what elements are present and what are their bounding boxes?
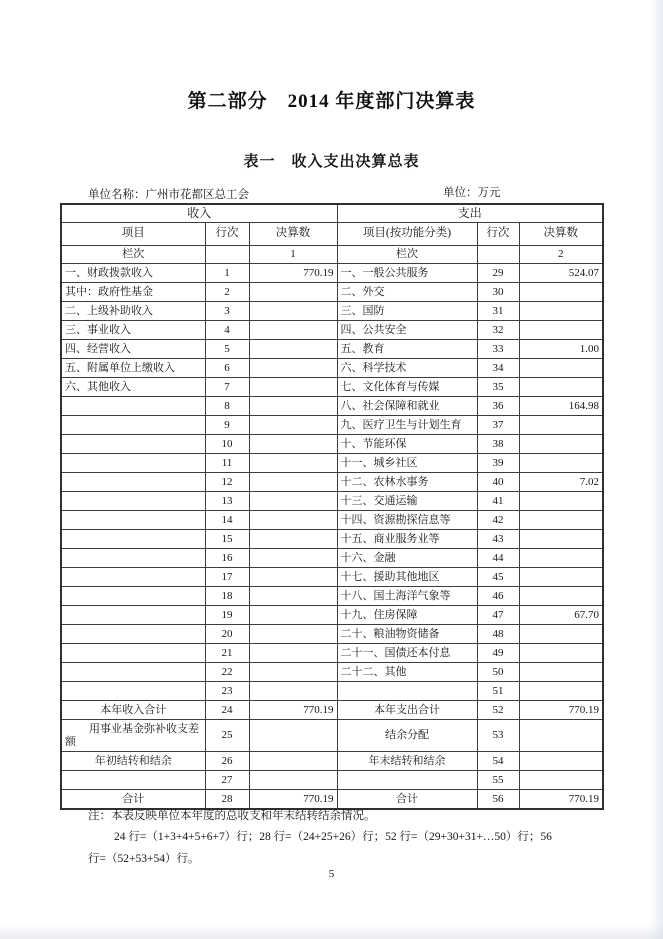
footnote-block: [88, 806, 568, 870]
table-row: [61, 321, 603, 340]
income-rownum-cell: 20: [205, 625, 249, 644]
income-item-cell: [61, 682, 205, 701]
expense-item-cell: 六、科学技术: [337, 359, 477, 378]
expense-item-cell: [337, 682, 477, 701]
income-item-cell: [61, 511, 205, 530]
income-item-cell: [61, 397, 205, 416]
table-row: [61, 663, 603, 682]
income-rownum-cell: 1: [205, 264, 249, 283]
page-number: 5: [328, 868, 335, 880]
table-row: [61, 473, 603, 492]
table-row: [61, 378, 603, 397]
income-lanci-blank: [205, 246, 249, 264]
income-amount-cell: [249, 416, 337, 435]
expense-amount-cell: [519, 587, 603, 606]
expense-rownum-cell: 52: [477, 701, 519, 720]
income-rownum-cell: 13: [205, 492, 249, 511]
table-row: [61, 530, 603, 549]
income-item-cell: [61, 568, 205, 587]
income-rownum-cell: 4: [205, 321, 249, 340]
table-row: [61, 771, 603, 790]
income-amount-cell: [249, 682, 337, 701]
expense-amount-cell: 524.07: [519, 264, 603, 283]
table-row: [61, 606, 603, 625]
expense-amount-cell: [519, 682, 603, 701]
income-amount-cell: [249, 752, 337, 771]
expense-amount-cell: 1.00: [519, 340, 603, 359]
income-amount-cell: [249, 492, 337, 511]
income-rownum-cell: 9: [205, 416, 249, 435]
table-section-header-row: [61, 204, 603, 223]
income-expense-summary-table: [60, 203, 604, 810]
income-amount-cell: [249, 397, 337, 416]
table-row: [61, 454, 603, 473]
expense-rownum-cell: 54: [477, 752, 519, 771]
income-amount-cell: [249, 283, 337, 302]
income-item-cell: [61, 416, 205, 435]
expense-rownum-cell: 37: [477, 416, 519, 435]
expense-rownum-cell: 29: [477, 264, 519, 283]
expense-amount-cell: [519, 435, 603, 454]
table-row: [61, 359, 603, 378]
income-amount-cell: [249, 321, 337, 340]
income-amount-cell: [249, 549, 337, 568]
expense-item-cell: 五、教育: [337, 340, 477, 359]
income-amount-cell: [249, 511, 337, 530]
income-rownum-cell: 17: [205, 568, 249, 587]
expense-amount-cell: 164.98: [519, 397, 603, 416]
expense-amount-cell: [519, 644, 603, 663]
income-item-cell: 六、其他收入: [61, 378, 205, 397]
scan-edge-shading: [650, 0, 663, 939]
income-item-cell: 合计: [61, 790, 205, 810]
table-row: [61, 416, 603, 435]
income-item-cell: 三、事业收入: [61, 321, 205, 340]
income-item-cell: 本年收入合计: [61, 701, 205, 720]
expense-item-cell: 九、医疗卫生与计划生育: [337, 416, 477, 435]
currency-unit-label: 单位：万元: [443, 187, 501, 199]
expense-rownum-cell: 36: [477, 397, 519, 416]
expense-rownum-cell: 50: [477, 663, 519, 682]
income-item-cell: 四、经营收入: [61, 340, 205, 359]
expense-amount-cell: [519, 283, 603, 302]
income-amount-cell: [249, 644, 337, 663]
income-amount-cell: [249, 625, 337, 644]
expense-rownum-cell: 55: [477, 771, 519, 790]
income-rownum-cell: 23: [205, 682, 249, 701]
income-item-cell: [61, 530, 205, 549]
expense-amount-cell: [519, 511, 603, 530]
expense-item-cell: 十八、国土海洋气象等: [337, 587, 477, 606]
expense-item-cell: 结余分配: [337, 720, 477, 752]
expense-item-cell: 合计: [337, 790, 477, 810]
expense-item-cell: 十五、商业服务业等: [337, 530, 477, 549]
table-row: [61, 549, 603, 568]
income-item-cell: [61, 549, 205, 568]
expense-amount-cell: [519, 302, 603, 321]
income-amount-cell: [249, 473, 337, 492]
expense-item-cell: 二十、粮油物资储备: [337, 625, 477, 644]
income-amount-cell: [249, 606, 337, 625]
income-amount-cell: 770.19: [249, 701, 337, 720]
income-rownum-cell: 19: [205, 606, 249, 625]
table-row: [61, 701, 603, 720]
expense-item-column-header: 项目(按功能分类): [337, 223, 477, 246]
income-amount-cell: [249, 720, 337, 752]
expense-lanci-label: 栏次: [337, 246, 477, 264]
expense-amount-cell: [519, 625, 603, 644]
table-title: 表一 收入支出决算总表: [243, 154, 420, 170]
table-column-header-row: [61, 223, 603, 246]
table-row: [61, 568, 603, 587]
income-item-cell: [61, 644, 205, 663]
expense-column-index: 2: [519, 246, 603, 264]
table-row: [61, 587, 603, 606]
income-amount-cell: 770.19: [249, 264, 337, 283]
income-amount-cell: [249, 530, 337, 549]
expense-amount-cell: [519, 492, 603, 511]
table-row: [61, 302, 603, 321]
income-rownum-cell: 28: [205, 790, 249, 810]
income-amount-cell: [249, 771, 337, 790]
expense-amount-cell: [519, 416, 603, 435]
expense-amount-cell: [519, 752, 603, 771]
income-rownum-cell: 26: [205, 752, 249, 771]
income-item-cell: [61, 625, 205, 644]
footnote-line: 24 行=（1+3+4+5+6+7）行；28 行=（24+25+26）行；52 行=（29+30+31+…50）行；56: [114, 831, 552, 844]
expense-amount-cell: [519, 378, 603, 397]
expense-rownum-column-header: 行次: [477, 223, 519, 246]
expense-amount-cell: 67.70: [519, 606, 603, 625]
table-row: [61, 625, 603, 644]
income-rownum-cell: 18: [205, 587, 249, 606]
expense-rownum-cell: 51: [477, 682, 519, 701]
income-amount-cell: [249, 378, 337, 397]
table-row: [61, 682, 603, 701]
income-rownum-cell: 8: [205, 397, 249, 416]
income-rownum-cell: 10: [205, 435, 249, 454]
expense-rownum-cell: 40: [477, 473, 519, 492]
income-amount-cell: [249, 587, 337, 606]
expense-item-cell: 二十一、国债还本付息: [337, 644, 477, 663]
expense-rownum-cell: 31: [477, 302, 519, 321]
expense-amount-cell: [519, 530, 603, 549]
scan-edge-shading: [0, 923, 663, 939]
income-item-cell: 用事业基金弥补收支差额: [61, 720, 205, 752]
expense-amount-cell: [519, 454, 603, 473]
expense-item-cell: 十三、交通运输: [337, 492, 477, 511]
expense-amount-cell: [519, 771, 603, 790]
expense-item-cell: 四、公共安全: [337, 321, 477, 340]
expense-rownum-cell: 44: [477, 549, 519, 568]
income-amount-cell: [249, 454, 337, 473]
expense-rownum-cell: 45: [477, 568, 519, 587]
income-item-cell: [61, 435, 205, 454]
table-row: [61, 511, 603, 530]
expense-item-cell: 二、外交: [337, 283, 477, 302]
income-item-cell: [61, 663, 205, 682]
income-item-cell: [61, 606, 205, 625]
income-rownum-cell: 7: [205, 378, 249, 397]
income-rownum-cell: 27: [205, 771, 249, 790]
expense-lanci-blank: [477, 246, 519, 264]
income-item-cell: 五、附属单位上缴收入: [61, 359, 205, 378]
expense-rownum-cell: 46: [477, 587, 519, 606]
table-body: [61, 264, 603, 810]
income-rownum-cell: 14: [205, 511, 249, 530]
expense-rownum-cell: 34: [477, 359, 519, 378]
expense-section-header: 支出: [337, 204, 603, 223]
income-amount-cell: [249, 359, 337, 378]
expense-item-cell: 十九、住房保障: [337, 606, 477, 625]
income-rownum-cell: 15: [205, 530, 249, 549]
expense-item-cell: [337, 771, 477, 790]
expense-rownum-cell: 49: [477, 644, 519, 663]
table-row: [61, 340, 603, 359]
income-item-cell: [61, 587, 205, 606]
expense-item-cell: 本年支出合计: [337, 701, 477, 720]
income-rownum-cell: 11: [205, 454, 249, 473]
table-row: [61, 283, 603, 302]
income-rownum-cell: 2: [205, 283, 249, 302]
income-rownum-cell: 25: [205, 720, 249, 752]
expense-rownum-cell: 35: [477, 378, 519, 397]
expense-item-cell: 年末结转和结余: [337, 752, 477, 771]
income-column-index: 1: [249, 246, 337, 264]
income-amount-cell: 770.19: [249, 790, 337, 810]
income-section-header: 收入: [61, 204, 337, 223]
expense-rownum-cell: 43: [477, 530, 519, 549]
income-amount-column-header: 决算数: [249, 223, 337, 246]
expense-rownum-cell: 39: [477, 454, 519, 473]
expense-rownum-cell: 33: [477, 340, 519, 359]
part-title: 第二部分 2014 年度部门决算表: [187, 91, 476, 112]
expense-item-cell: 二十二、其他: [337, 663, 477, 682]
income-rownum-cell: 6: [205, 359, 249, 378]
expense-rownum-cell: 53: [477, 720, 519, 752]
income-item-cell: [61, 771, 205, 790]
table-row: [61, 264, 603, 283]
column-index-row: [61, 246, 603, 264]
expense-item-cell: 十二、农林水事务: [337, 473, 477, 492]
table-row: [61, 492, 603, 511]
income-item-column-header: 项目: [61, 223, 205, 246]
income-item-cell: [61, 454, 205, 473]
expense-item-cell: 七、文化体育与传媒: [337, 378, 477, 397]
income-item-cell: [61, 492, 205, 511]
footnote-line: 注：本表反映单位本年度的总收支和年末结转结余情况。: [88, 810, 376, 822]
expense-amount-cell: 7.02: [519, 473, 603, 492]
income-rownum-cell: 16: [205, 549, 249, 568]
expense-amount-cell: [519, 720, 603, 752]
income-item-cell: 其中：政府性基金: [61, 283, 205, 302]
income-rownum-cell: 21: [205, 644, 249, 663]
unit-name-label: 单位名称：广州市花都区总工会: [88, 189, 249, 201]
table-row: [61, 397, 603, 416]
expense-item-cell: 十七、援助其他地区: [337, 568, 477, 587]
income-rownum-cell: 5: [205, 340, 249, 359]
expense-item-cell: 三、国防: [337, 302, 477, 321]
expense-amount-cell: 770.19: [519, 790, 603, 810]
table-row: [61, 752, 603, 771]
expense-rownum-cell: 56: [477, 790, 519, 810]
expense-amount-cell: [519, 549, 603, 568]
income-amount-cell: [249, 568, 337, 587]
income-item-cell: [61, 473, 205, 492]
expense-amount-column-header: 决算数: [519, 223, 603, 246]
expense-amount-cell: [519, 359, 603, 378]
income-item-cell: 年初结转和结余: [61, 752, 205, 771]
expense-amount-cell: [519, 321, 603, 340]
income-amount-cell: [249, 435, 337, 454]
table-row: [61, 435, 603, 454]
expense-item-cell: 十、节能环保: [337, 435, 477, 454]
expense-rownum-cell: 42: [477, 511, 519, 530]
expense-item-cell: 十四、资源勘探信息等: [337, 511, 477, 530]
income-item-cell: 一、财政拨款收入: [61, 264, 205, 283]
expense-item-cell: 一、一般公共服务: [337, 264, 477, 283]
expense-amount-cell: 770.19: [519, 701, 603, 720]
expense-amount-cell: [519, 663, 603, 682]
income-rownum-cell: 22: [205, 663, 249, 682]
income-amount-cell: [249, 302, 337, 321]
income-lanci-label: 栏次: [61, 246, 205, 264]
income-amount-cell: [249, 663, 337, 682]
income-item-cell: 二、上级补助收入: [61, 302, 205, 321]
expense-item-cell: 十六、金融: [337, 549, 477, 568]
income-rownum-cell: 24: [205, 701, 249, 720]
expense-rownum-cell: 30: [477, 283, 519, 302]
table-row: [61, 644, 603, 663]
expense-amount-cell: [519, 568, 603, 587]
footnote-line: 行=（52+53+54）行。: [88, 852, 200, 865]
income-amount-cell: [249, 340, 337, 359]
expense-item-cell: 八、社会保障和就业: [337, 397, 477, 416]
expense-rownum-cell: 47: [477, 606, 519, 625]
expense-rownum-cell: 41: [477, 492, 519, 511]
table-row: [61, 720, 603, 752]
expense-item-cell: 十一、城乡社区: [337, 454, 477, 473]
expense-rownum-cell: 38: [477, 435, 519, 454]
income-rownum-cell: 3: [205, 302, 249, 321]
expense-rownum-cell: 32: [477, 321, 519, 340]
expense-rownum-cell: 48: [477, 625, 519, 644]
income-rownum-column-header: 行次: [205, 223, 249, 246]
income-rownum-cell: 12: [205, 473, 249, 492]
